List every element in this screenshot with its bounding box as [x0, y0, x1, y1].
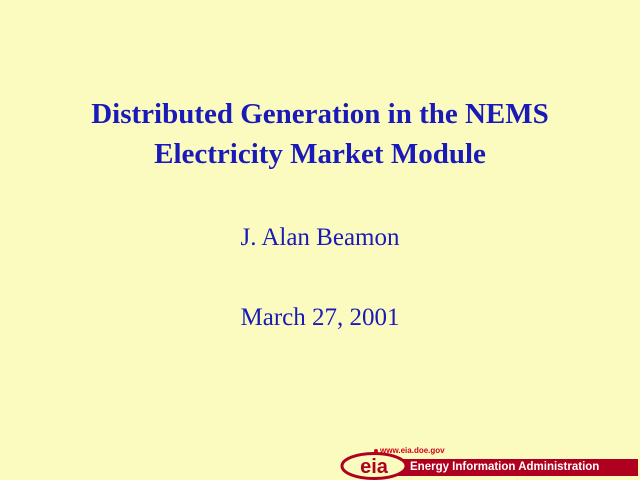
title-line-1: Distributed Generation in the NEMS [91, 98, 549, 130]
agency-name: Energy Information Administration [410, 461, 600, 473]
website-url-text: www.eia.doe.gov [380, 446, 445, 455]
author-name: J. Alan Beamon [240, 224, 400, 251]
logo-text: eia [360, 456, 388, 478]
footer-branding [340, 446, 638, 480]
title-line-2: Electricity Market Module [154, 138, 486, 170]
slide-title [0, 94, 640, 174]
eia-logo-icon [340, 452, 408, 480]
presentation-date: March 27, 2001 [240, 304, 400, 331]
agency-banner [398, 459, 638, 476]
